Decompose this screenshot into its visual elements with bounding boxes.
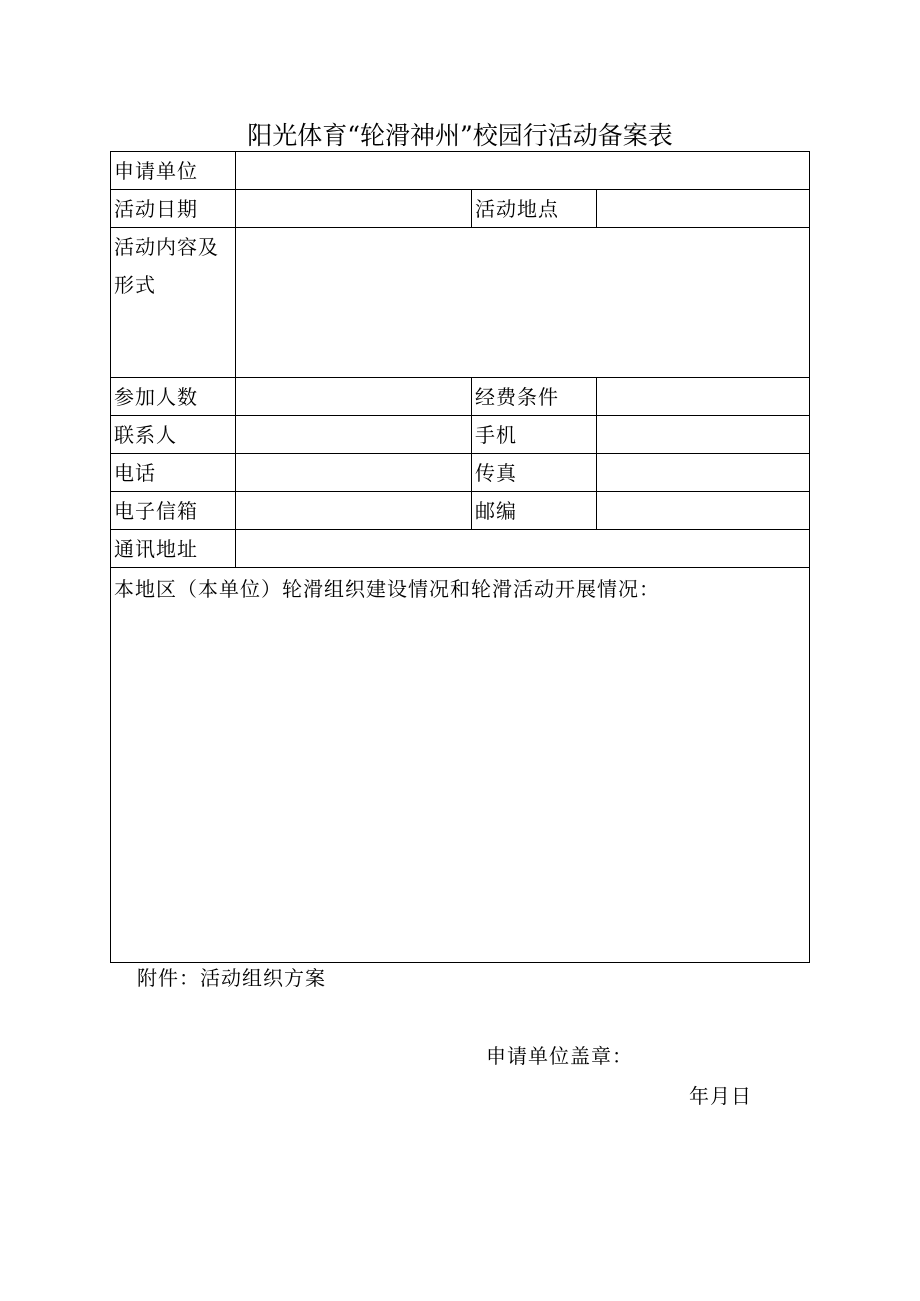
contact-person-label: 联系人 <box>110 415 236 454</box>
situation-label: 本地区（本单位）轮滑组织建设情况和轮滑活动开展情况： <box>114 577 660 601</box>
date-label: 年月日 <box>689 1084 752 1108</box>
phone-field[interactable] <box>235 453 472 492</box>
form-title: 阳光体育“轮滑神州”校园行活动备案表 <box>247 121 673 150</box>
applicant-stamp-label: 申请单位盖章： <box>486 1044 633 1068</box>
activity-content-label <box>110 227 236 378</box>
registration-form <box>110 151 810 963</box>
phone-label: 电话 <box>110 453 236 492</box>
postcode-label: 邮编 <box>471 491 597 530</box>
fax-field[interactable] <box>596 453 810 492</box>
address-field[interactable] <box>235 529 810 568</box>
activity-date-label: 活动日期 <box>110 189 236 228</box>
activity-date-field[interactable] <box>235 189 472 228</box>
activity-content-label-line1: 活动内容及 <box>114 235 219 259</box>
applicant-unit-field[interactable] <box>235 151 810 190</box>
postcode-field[interactable] <box>596 491 810 530</box>
activity-location-field[interactable] <box>596 189 810 228</box>
funding-field[interactable] <box>596 377 810 416</box>
activity-location-label: 活动地点 <box>471 189 597 228</box>
mobile-field[interactable] <box>596 415 810 454</box>
applicant-unit-label: 申请单位 <box>110 151 236 190</box>
email-label: 电子信箱 <box>110 491 236 530</box>
mobile-label: 手机 <box>471 415 597 454</box>
contact-person-field[interactable] <box>235 415 472 454</box>
participants-field[interactable] <box>235 377 472 416</box>
attachment-note: 附件：活动组织方案 <box>137 966 326 990</box>
address-label: 通讯地址 <box>110 529 236 568</box>
email-field[interactable] <box>235 491 472 530</box>
funding-label: 经费条件 <box>471 377 597 416</box>
situation-box[interactable] <box>110 567 810 963</box>
activity-content-field[interactable] <box>235 227 810 378</box>
participants-label: 参加人数 <box>110 377 236 416</box>
fax-label: 传真 <box>471 453 597 492</box>
activity-content-label-line2: 形式 <box>114 273 156 297</box>
